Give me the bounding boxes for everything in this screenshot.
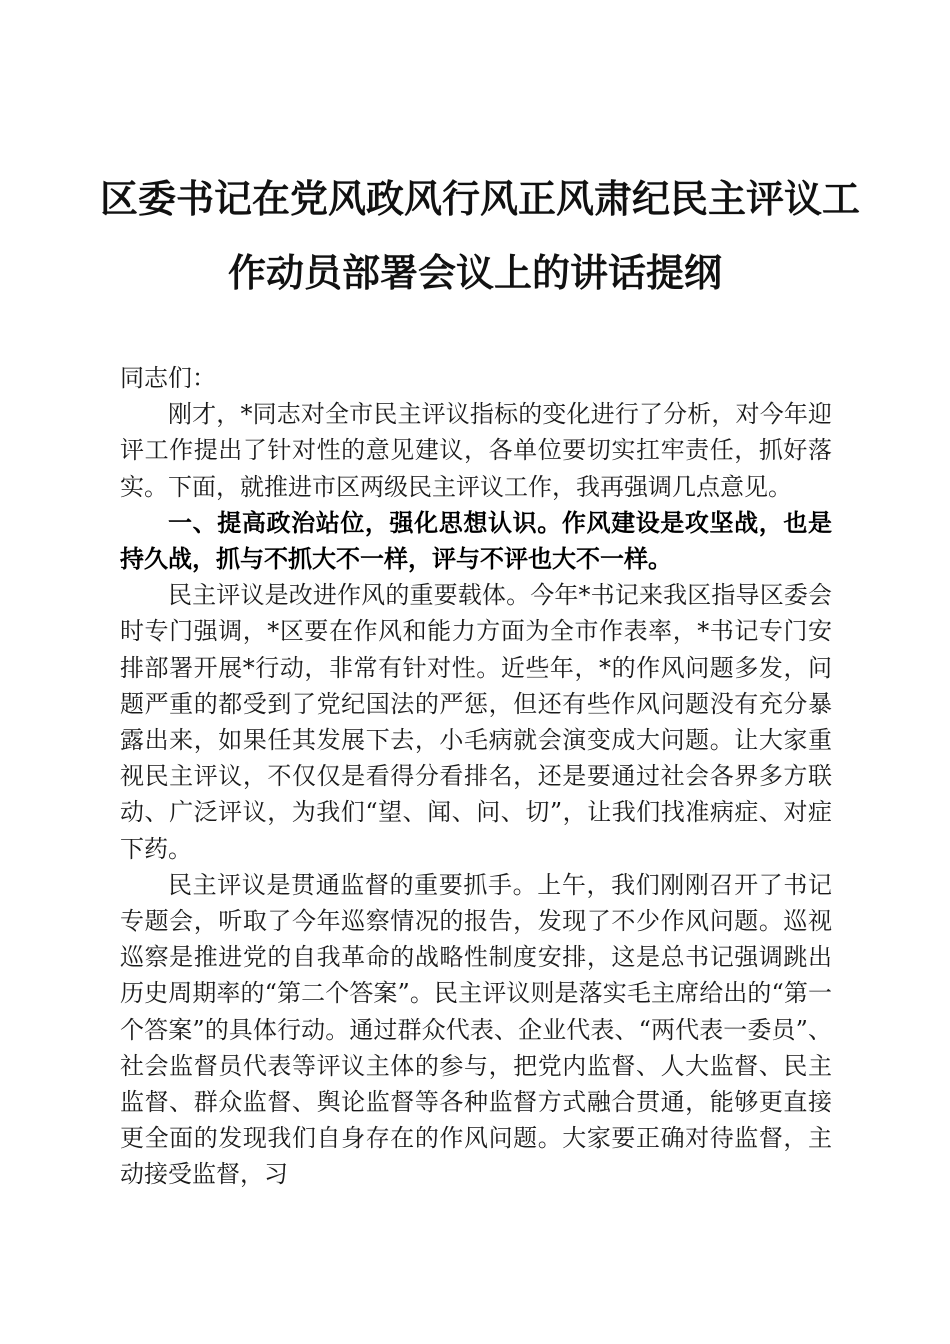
paragraph-intro: 刚才，*同志对全市民主评议指标的变化进行了分析，对今年迎评工作提出了针对性的意见建议，各单位要切实扛牢责任，抓好落实。下面，就推进市区两级民主评议工作，我再强调几点意见。	[120, 400, 832, 501]
paragraph-carrier: 民主评议是改进作风的重要载体。今年*书记来我区指导区委会时专门强调，*区要在作风和能力方面为全市作表率，*书记专门安排部署开展*行动，非常有针对性。近些年，*的作风问题多发，问题严重的都受到了党纪国法的严惩，但还有些作风问题没有充分暴露出来，如果任其发展下去，小毛病就会演变成大问题。让大家重视民主评议，不仅仅是看得分看排名，还是要通过社会各界多方联动、广泛评议，为我们“望、闻、问、切”，让我们找准病症、对症下药。	[120, 581, 832, 863]
paragraph-supervision: 民主评议是贯通监督的重要抓手。上午，我们刚刚召开了书记专题会，听取了今年巡察情况的报告，发现了不少作风问题。巡视巡察是推进党的自我革命的战略性制度安排，这是总书记强调跳出历史周期率的“第二个答案”。民主评议则是落实毛主席给出的“第一个答案”的具体行动。通过群众代表、企业代表、“两代表一委员”、社会监督员代表等评议主体的参与，把党内监督、人大监督、民主监督、群众监督、舆论监督等各种监督方式融合贯通，能够更直接更全面的发现我们自身存在的作风问题。大家要正确对待监督，主动接受监督，习	[120, 870, 832, 1189]
title-line-1: 区委书记在党风政风行风正风肃纪民主评议工	[100, 176, 861, 221]
document-body	[120, 360, 832, 1193]
title-line-2: 作动员部署会议上的讲话提纲	[227, 250, 722, 295]
salutation: 同志们：	[120, 364, 216, 392]
section-heading-1: 一、提高政治站位，强化思想认识。作风建设是攻坚战，也是持久战，抓与不抓大不一样，评与不评也大不一样。	[120, 508, 832, 574]
document-title	[100, 162, 861, 310]
